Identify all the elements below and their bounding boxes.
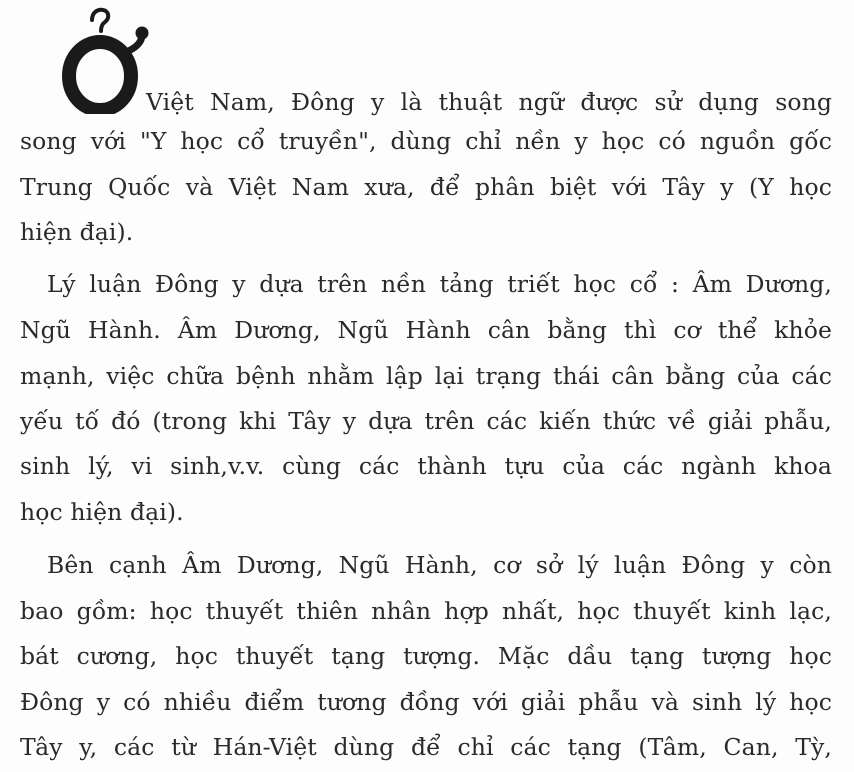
text-line: học hiện đại). xyxy=(20,498,184,526)
text-line: song với "Y học cổ truyền", dùng chỉ nền y học có nguồn gốc xyxy=(20,127,832,155)
text-line: Ngũ Hành. Âm Dương, Ngũ Hành cân bằng thì cơ thể khỏe xyxy=(20,316,832,344)
text-line: mạnh, việc chữa bệnh nhằm lập lại trạng thái cân bằng của các xyxy=(20,362,832,390)
text-line: Tây y, các từ Hán-Việt dùng để chỉ các tạng (Tâm, Can, Tỳ, xyxy=(20,733,832,761)
text-line: Bên cạnh Âm Dương, Ngũ Hành, cơ sở lý luận Đông y còn xyxy=(47,551,832,579)
text-line: Trung Quốc và Việt Nam xưa, để phân biệt với Tây y (Y học xyxy=(20,173,832,201)
text-line: bao gồm: học thuyết thiên nhân hợp nhất, học thuyết kinh lạc, xyxy=(20,597,832,625)
text-line: bát cương, học thuyết tạng tượng. Mặc dầu tạng tượng học xyxy=(20,642,832,670)
text-line: Đông y có nhiều điểm tương đồng với giải phẫu và sinh lý học xyxy=(20,688,832,716)
drop-cap xyxy=(58,2,158,114)
drop-cap-glyph xyxy=(58,2,158,114)
text-line: yếu tố đó (trong khi Tây y dựa trên các kiến thức về giải phẫu, xyxy=(20,407,832,435)
text-line: hiện đại). xyxy=(20,218,134,246)
text-line: sinh lý, vi sinh,v.v. cùng các thành tựu của các ngành khoa xyxy=(20,452,832,480)
text-line: Lý luận Đông y dựa trên nền tảng triết học cổ : Âm Dương, xyxy=(47,270,832,298)
text-line: Việt Nam, Đông y là thuật ngữ được sử dụng song xyxy=(146,88,832,116)
